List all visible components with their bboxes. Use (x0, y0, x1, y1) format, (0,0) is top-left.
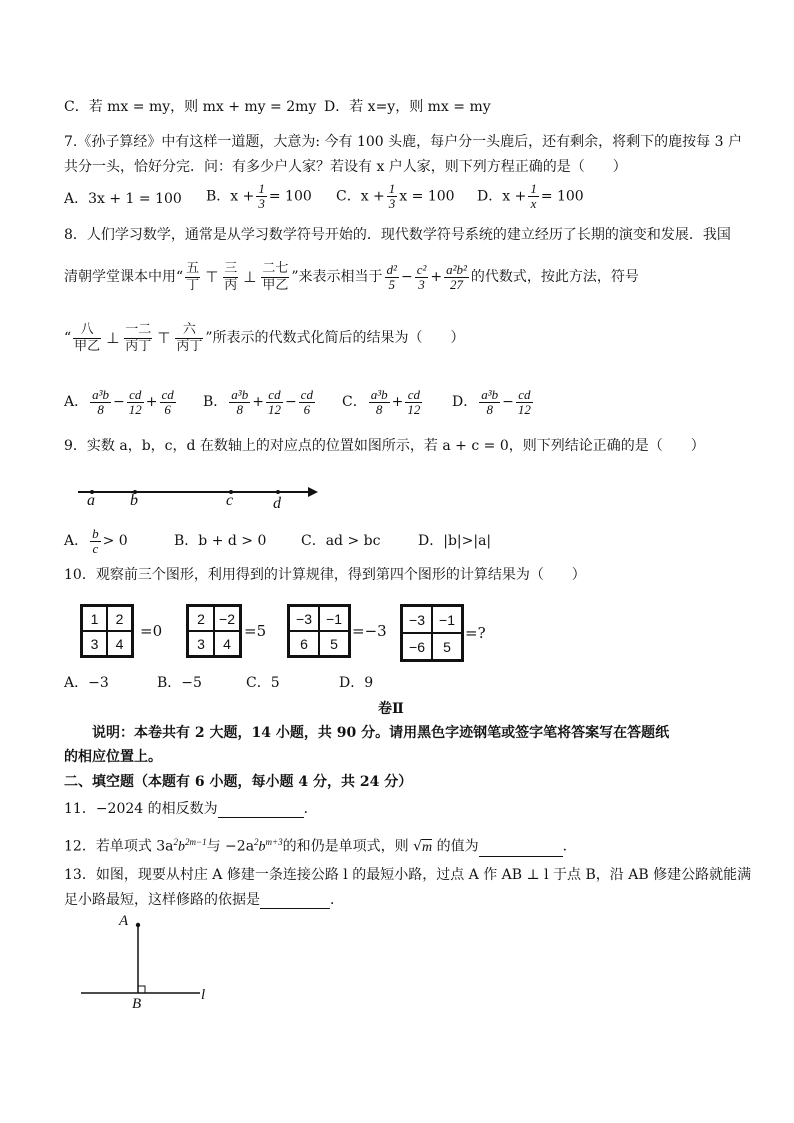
grid-cell: 5 (432, 633, 462, 660)
q8-option-b: B． $\frac{\text{a³b}}{8}$ + $\frac{cd}{12}$ − $\frac{cd}{6}$ (203, 386, 313, 417)
point-a (136, 923, 140, 927)
answer-blank-q12 (479, 842, 563, 857)
label-c: c (226, 492, 234, 509)
q10-grid-4-result: =? (465, 624, 486, 642)
grid-cell: −6 (402, 633, 432, 660)
label-b: b (130, 492, 138, 509)
q8-stem-line2: 清朝学堂课本中用“ 五 丁 ⊤ 三 丙 ⊥ 二七 甲乙 ”来表示相当于 $\frac{\text{d²}}{5}$ − $\frac{\text{c²}}{3}$ + $\frac{\text{a²b²}}{27}$ 的代数式，按此方法，符号 (64, 260, 639, 293)
q8-option-c: C． $\frac{\text{a³b}}{8}$ + $\frac{cd}{12}$ (342, 386, 421, 417)
label-d: d (273, 495, 281, 512)
q12: 12．若单项式 $3a^2b^{2m-1}$与 $-2a^2b^{m+3}$的和仍是单项式，则 √m 的值为 ． (64, 837, 577, 855)
q10-grid-4 (400, 604, 464, 662)
q7-option-c: C．x + $\frac{1}{3}$ x = 100 (336, 181, 455, 211)
grid-cell: 6 (289, 631, 319, 656)
label-B: B (132, 996, 142, 1012)
q10-grid-2 (186, 604, 242, 658)
grid-cell: 4 (107, 631, 132, 656)
grid-cell: −3 (289, 606, 319, 631)
grid-cell: 3 (82, 631, 107, 656)
section-note-line1: 说明：本卷共有 2 大题，14 小题，共 90 分。请用黑色字迹钢笔或签字笔将答案写在答题纸 (92, 725, 670, 741)
section-heading: 二、填空题（本题有 6 小题，每小题 4 分，共 24 分） (64, 774, 413, 790)
section-title: 卷Ⅱ (378, 701, 404, 717)
q6-option-d: D．若 x=y，则 mx = my (324, 99, 491, 115)
label-l: l (201, 987, 206, 1003)
q10-stem: 10．观察前三个图形，利用得到的计算规律，得到第四个图形的计算结果为（ ） (64, 567, 586, 583)
q7-option-b: B．x + $\frac{1}{3}$ = 100 (206, 181, 312, 211)
q10-option-c: C．5 (246, 675, 280, 691)
grid-cell: 5 (319, 631, 349, 656)
q9-option-b: B．b + d > 0 (174, 533, 267, 549)
grid-cell: −1 (432, 606, 462, 633)
number-line-arrow (308, 487, 318, 497)
grid-cell: 3 (188, 631, 214, 656)
q7-option-d: D．x + $\frac{1}{x}$ = 100 (477, 181, 584, 211)
grid-cell: 2 (188, 606, 214, 631)
label-a: a (87, 492, 95, 509)
answer-blank-q13 (260, 894, 330, 909)
q13-stem-line2: 足小路最短，这样修路的依据是 ． (64, 892, 344, 908)
q11: 11．−2024 的相反数为 ． (64, 801, 318, 817)
q10-grid-1 (80, 604, 134, 658)
q9-stem: 9．实数 a，b，c，d 在数轴上的对应点的位置如图所示，若 a + c = 0，则下列结论正确的是（ ） (64, 438, 705, 454)
q10-grid-1-result: =0 (140, 622, 163, 640)
q8-option-a: A． $\frac{\text{a³b}}{8}$ − $\frac{cd}{12}$ + $\frac{cd}{6}$ (64, 386, 174, 417)
grid-cell: −1 (319, 606, 349, 631)
q9-option-a: A． $\frac{b}{c}$ > 0 (64, 525, 128, 556)
q9-option-c: C．ad > bc (301, 533, 381, 549)
grid-cell: 1 (82, 606, 107, 631)
q8-stem-line3: “ 八 甲乙 ⊥ 一二 丙丁 ⊤ 六 丙丁 ”所表示的代数式化简后的结果为（ ） (64, 321, 465, 354)
grid-cell: −3 (402, 606, 432, 633)
point-d (276, 490, 280, 494)
q6-option-c: C．若 mx = my，则 mx + my = 2my (64, 99, 317, 115)
q13-stem-line1: 13．如图，现要从村庄 A 修建一条连接公路 l 的最短小路，过点 A 作 AB ⊥ l 于点 B，沿 AB 修建公路就能满 (64, 867, 752, 883)
q10-option-a: A．−3 (64, 675, 109, 691)
q10-grid-3 (287, 604, 351, 658)
q10-grid-3-result: =−3 (352, 622, 387, 640)
grid-cell: 4 (214, 631, 240, 656)
q9-number-line (70, 476, 330, 516)
q10-option-b: B．−5 (157, 675, 202, 691)
q13-figure (76, 915, 216, 1010)
q8-stem-line1: 8．人们学习数学，通常是从学习数学符号开始的．现代数学符号系统的建立经历了长期的演变和发展．我国 (64, 227, 731, 243)
q7-option-a: A．3x + 1 = 100 (64, 191, 182, 207)
q8-option-d: D． $\frac{\text{a³b}}{8}$ − $\frac{cd}{12}$ (452, 386, 531, 417)
right-angle-mark (138, 986, 145, 993)
q7-stem-line2: 共分一头，恰好分完．问：有多少户人家？若设有 x 户人家，则下列方程正确的是（ ） (64, 159, 627, 175)
q10-grid-2-result: =5 (244, 622, 267, 640)
grid-cell: −2 (214, 606, 240, 631)
label-A: A (119, 913, 129, 929)
answer-blank-q11 (218, 803, 304, 818)
section-note-line2: 的相应位置上。 (64, 749, 162, 765)
q10-option-d: D．9 (339, 675, 374, 691)
grid-cell: 2 (107, 606, 132, 631)
q9-option-d: D．|b|>|a| (418, 533, 492, 549)
q7-stem-line1: 7.《孙子算经》中有这样一道题，大意为: 今有 100 头鹿，每户分一头鹿后，还有剩余，将剩下的鹿按每 3 户 (64, 134, 742, 150)
